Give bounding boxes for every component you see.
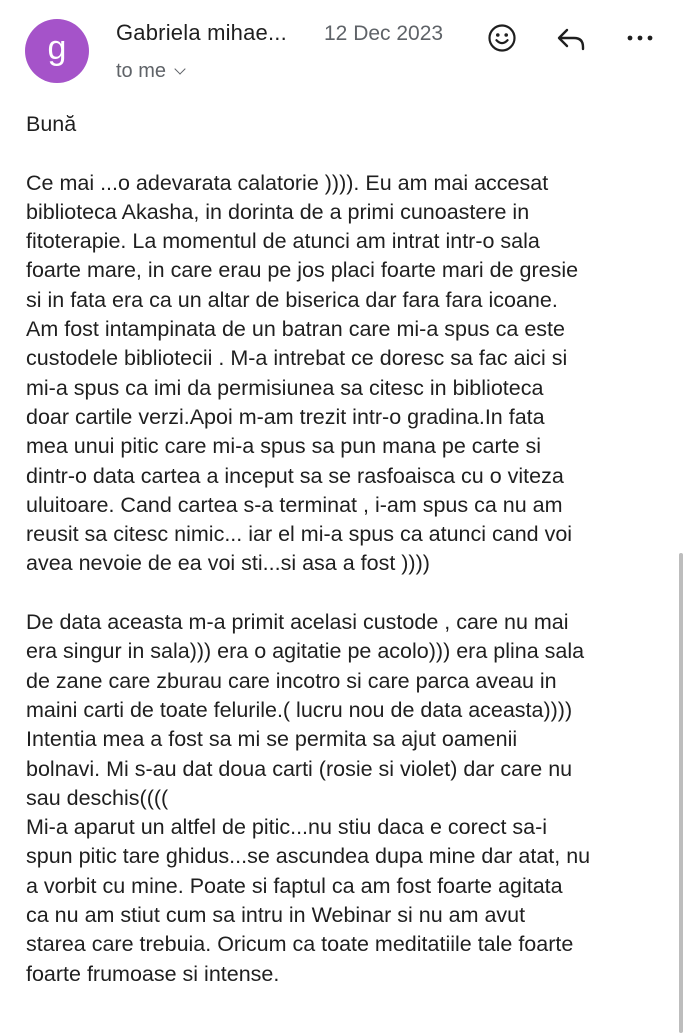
add-reaction-button[interactable] — [484, 20, 520, 56]
body-line: sau deschis(((( — [26, 785, 169, 810]
email-header — [0, 0, 687, 100]
body-line: spun pitic tare ghidus...se ascundea dupa mine dar atat, nu — [26, 844, 591, 869]
body-line: starea care trebuia. Oricum ca toate meditatiile tale foarte — [26, 932, 574, 957]
smiley-icon — [487, 23, 517, 53]
paragraph-1 — [26, 169, 676, 579]
body-line: dintr-o data cartea a inceput sa se rasfoaisca cu o viteza — [26, 463, 564, 488]
body-line: Mi-a aparut un altfel de pitic...nu stiu daca e corect sa-i — [26, 815, 548, 840]
recipient-details-toggle[interactable] — [116, 60, 184, 83]
email-body — [26, 110, 676, 989]
avatar-letter: g — [47, 29, 67, 67]
body-line: mea unui pitic care mi-a spus sa pun mana pe carte si — [26, 434, 542, 459]
reply-icon — [554, 23, 588, 53]
body-line: a vorbit cu mine. Poate si faptul ca am fost foarte agitata — [26, 873, 563, 898]
body-line: reusit sa citesc nimic... iar el mi-a spus ca atunci cand voi — [26, 522, 573, 547]
chevron-down-icon — [174, 63, 185, 74]
body-line: era singur in sala))) era o agitatie pe acolo))) era plina sala — [26, 639, 585, 664]
body-line: bolnavi. Mi s-au dat doua carti (rosie si violet) dar care nu — [26, 756, 573, 781]
body-line: doar cartile verzi.Apoi m-am trezit intr-o gradina.In fata — [26, 404, 545, 429]
email-date: 12 Dec 2023 — [324, 22, 444, 45]
body-line: foarte frumoase si intense. — [26, 961, 280, 986]
body-line: ca nu am stiut cum sa intru in Webinar si nu am avut — [26, 903, 526, 928]
body-line: Intentia mea a fost sa mi se permita sa ajut oamenii — [26, 727, 518, 752]
reply-button[interactable] — [553, 20, 589, 56]
paragraph-gap — [26, 139, 676, 168]
scrollbar[interactable] — [679, 553, 683, 1033]
body-line: De data aceasta m-a primit acelasi custode , care nu mai — [26, 610, 569, 635]
body-line: de zane care zburau care incotro si care parca aveau in — [26, 668, 557, 693]
sender-name[interactable]: Gabriela mihae... — [116, 20, 287, 45]
body-line: maini carti de toate felurile.( lucru nou de data aceasta)))) — [26, 697, 573, 722]
more-horizontal-icon — [625, 23, 655, 53]
recipient-label: to me — [116, 60, 167, 82]
body-line: foarte mare, in care erau pe jos placi foarte mari de gresie — [26, 258, 579, 283]
sender-avatar[interactable] — [25, 19, 89, 83]
email-greeting: Bună — [26, 112, 77, 136]
body-line: custodele bibliotecii . M-a intrebat ce doresc sa fac aici si — [26, 346, 568, 371]
body-line: fitoterapie. La momentul de atunci am intrat intr-o sala — [26, 229, 540, 254]
body-line: si in fata era ca un altar de biserica dar fara fara icoane. — [26, 287, 558, 312]
paragraph-gap — [26, 579, 676, 608]
body-line: Am fost intampinata de un batran care mi-a spus ca este — [26, 317, 565, 342]
more-options-button[interactable] — [622, 20, 658, 56]
body-line: uluitoare. Cand cartea s-a terminat , i-am spus ca nu am — [26, 492, 563, 517]
paragraph-2 — [26, 608, 676, 989]
body-line: avea nevoie de ea voi sti...si asa a fost )))) — [26, 551, 430, 576]
body-line: biblioteca Akasha, in dorinta de a primi cunoastere in — [26, 199, 530, 224]
body-line: Ce mai ...o adevarata calatorie )))). Eu am mai accesat — [26, 170, 549, 195]
body-line: mi-a spus ca imi da permisiunea sa citesc in biblioteca — [26, 375, 544, 400]
